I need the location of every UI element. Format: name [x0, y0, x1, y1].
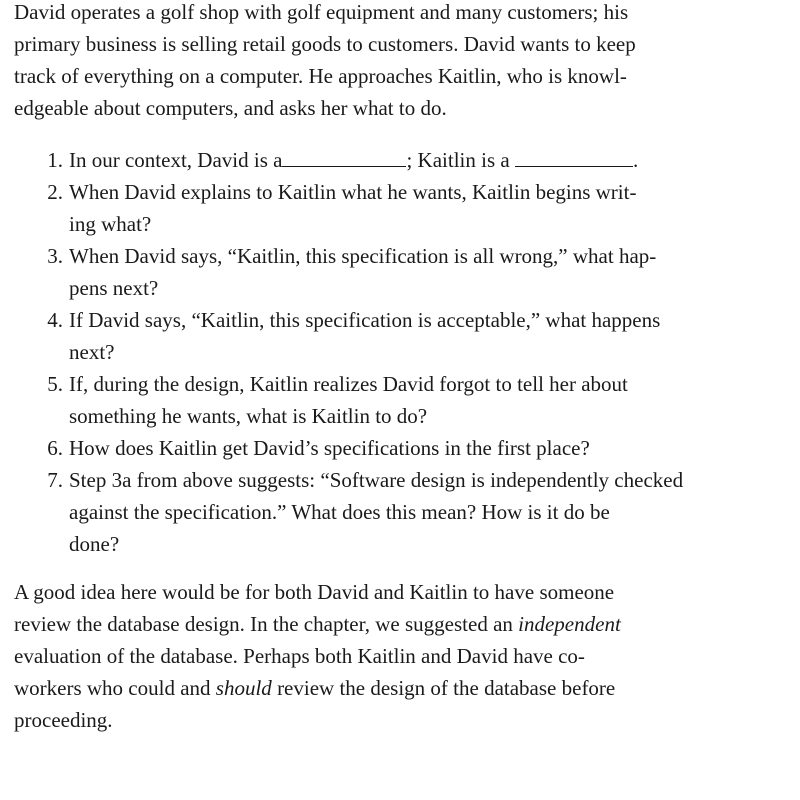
- question-4: [14, 304, 748, 368]
- question-line: Step 3a from above suggests: “Software design is independently checked: [69, 468, 684, 492]
- question-text: [69, 144, 748, 176]
- question-line: next?: [69, 340, 115, 364]
- closing-line: evaluation of the database. Perhaps both Kaitlin and David have co-: [14, 644, 585, 668]
- intro-line: primary business is selling retail goods to customers. David wants to keep: [14, 32, 636, 56]
- question-number: 5.: [47, 372, 63, 396]
- question-line: When David explains to Kaitlin what he wants, Kaitlin begins writ-: [69, 180, 637, 204]
- page-content: [14, 0, 748, 736]
- question-text: [69, 464, 748, 560]
- question-number: 4.: [47, 308, 63, 332]
- question-line: pens next?: [69, 276, 159, 300]
- closing-paragraph: [14, 576, 748, 736]
- question-line: If David says, “Kaitlin, this specification is acceptable,” what happens: [69, 308, 661, 332]
- question-6: [14, 432, 748, 464]
- question-line: done?: [69, 532, 120, 556]
- question-2: [14, 176, 748, 240]
- closing-line: workers who could and: [14, 676, 216, 700]
- question-number: 2.: [47, 180, 63, 204]
- question-number: 7.: [47, 468, 63, 492]
- question-text-part: ; Kaitlin is a: [406, 148, 515, 172]
- emphasis-should: should: [215, 676, 272, 700]
- question-line: something he wants, what is Kaitlin to do?: [69, 404, 428, 428]
- closing-line: A good idea here would be for both David and Kaitlin to have someone: [14, 580, 615, 604]
- intro-line: track of everything on a computer. He approaches Kaitlin, who is knowl-: [14, 64, 627, 88]
- question-line: How does Kaitlin get David’s specifications in the first place?: [69, 436, 590, 460]
- question-number: 6.: [47, 436, 63, 460]
- question-text: [69, 368, 748, 432]
- question-line: against the specification.” What does this mean? How is it do be: [69, 500, 610, 524]
- intro-paragraph: [14, 0, 748, 124]
- question-text: [69, 432, 748, 464]
- question-text: [69, 304, 748, 368]
- intro-line: David operates a golf shop with golf equipment and many customers; his: [14, 0, 629, 24]
- question-5: [14, 368, 748, 432]
- intro-line: edgeable about computers, and asks her what to do.: [14, 96, 447, 120]
- question-text-part: .: [632, 148, 639, 172]
- question-1: [14, 144, 748, 176]
- question-list: [14, 144, 748, 560]
- question-number: 1.: [47, 148, 63, 172]
- question-text: [69, 240, 748, 304]
- question-3: [14, 240, 748, 304]
- question-7: [14, 464, 748, 560]
- emphasis-independent: independent: [518, 612, 621, 636]
- question-text-part: In our context, David is a: [69, 148, 283, 172]
- question-line: If, during the design, Kaitlin realizes David forgot to tell her about: [69, 372, 628, 396]
- question-line: When David says, “Kaitlin, this specification is all wrong,” what hap-: [69, 244, 657, 268]
- closing-line: proceeding.: [14, 708, 113, 732]
- question-text: [69, 176, 748, 240]
- question-line: ing what?: [69, 212, 152, 236]
- question-number: 3.: [47, 244, 63, 268]
- closing-line: review the database design. In the chapter, we suggested an: [14, 612, 519, 636]
- fill-in-blank-david: [282, 146, 406, 167]
- fill-in-blank-kaitlin: [515, 146, 633, 167]
- closing-line: review the design of the database before: [271, 676, 616, 700]
